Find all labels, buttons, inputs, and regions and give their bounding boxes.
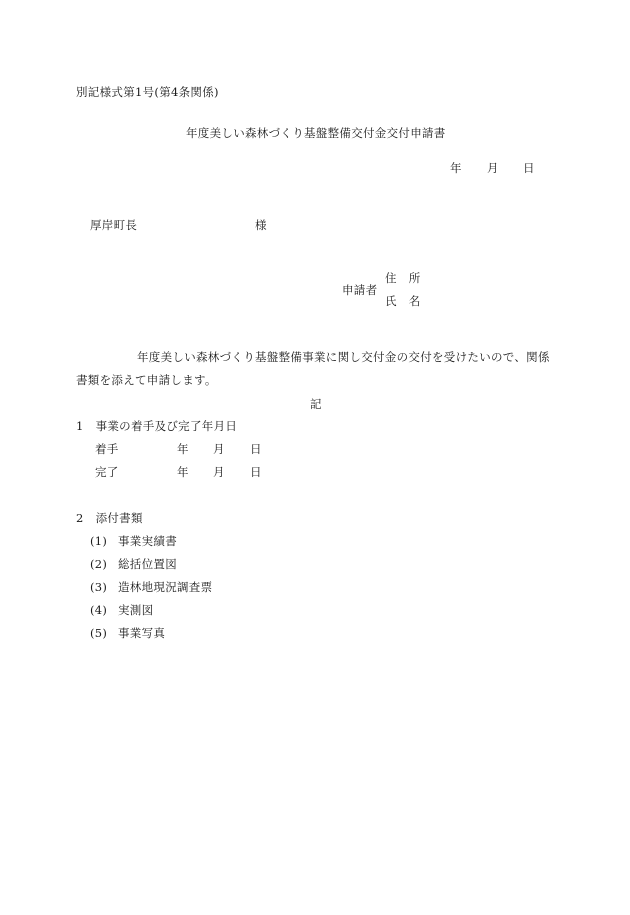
list-item-number: (2) (90, 557, 108, 571)
addressee-honorific: 様 (255, 218, 267, 232)
list-item-text: 実測図 (118, 603, 154, 617)
list-item-text: 事業写真 (118, 626, 166, 640)
list-item-text: 総括位置図 (118, 557, 177, 571)
addressee-name: 厚岸町長 (90, 218, 138, 232)
form-number: 別記様式第1号(第4条関係) (76, 85, 219, 99)
date-month: 月 (487, 161, 499, 175)
section2-heading: 2 添付書類 (76, 511, 143, 525)
date-row-month: 月 (213, 465, 225, 479)
list-item-text: 事業実績書 (118, 534, 177, 548)
list-item-number: (3) (90, 580, 108, 594)
list-item-number: (4) (90, 603, 108, 617)
list-item-number: (1) (90, 534, 108, 548)
applicant-label: 申請者 (342, 283, 378, 297)
body-line-2: 書類を添えて申請します。 (76, 373, 217, 387)
date-row-year: 年 (177, 465, 189, 479)
list-item-text: 造林地現況調査票 (118, 580, 213, 594)
date-row-year: 年 (177, 442, 189, 456)
form-title: 年度美しい森林づくり基盤整備交付金交付申請書 (186, 126, 446, 140)
date-row-day: 日 (250, 442, 262, 456)
date-year: 年 (450, 161, 462, 175)
date-row-label: 着手 (95, 442, 119, 456)
date-day: 日 (523, 161, 535, 175)
list-item-number: (5) (90, 626, 108, 640)
date-row-month: 月 (213, 442, 225, 456)
ki-heading: 記 (310, 397, 322, 411)
date-row-day: 日 (250, 465, 262, 479)
applicant-address-label: 住 所 (385, 271, 421, 285)
applicant-name-label: 氏 名 (385, 294, 421, 308)
body-line-1: 年度美しい森林づくり基盤整備事業に関し交付金の交付を受けたいので、関係 (137, 350, 550, 364)
date-row-label: 完了 (95, 465, 119, 479)
section1-heading: 1 事業の着手及び完了年月日 (76, 419, 238, 433)
